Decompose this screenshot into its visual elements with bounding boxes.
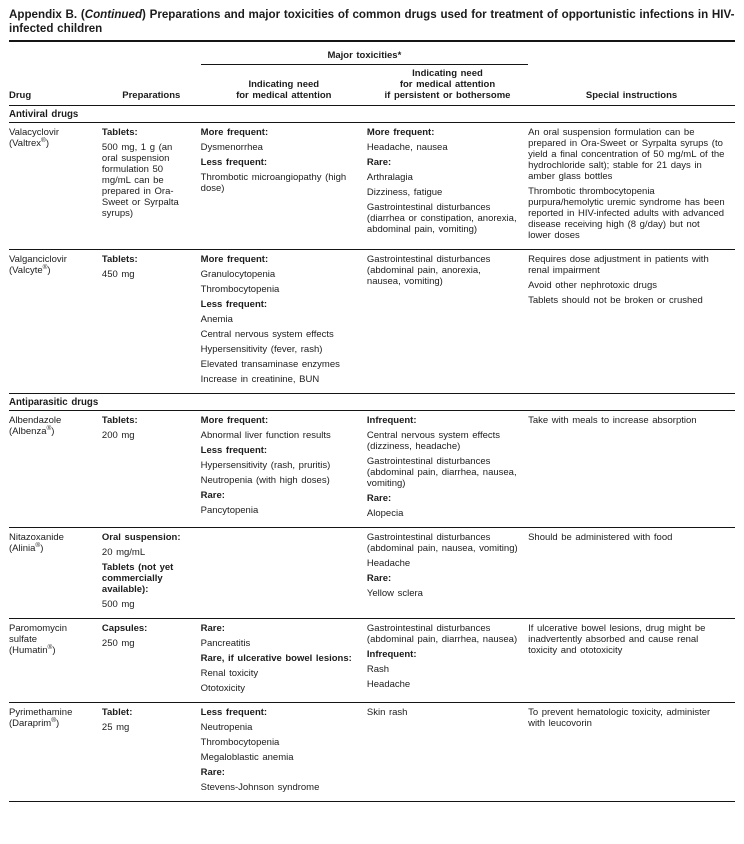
toxicity-item: Skin rash: [366, 707, 408, 718]
drug-name: Nitazoxanide: [9, 532, 64, 543]
toxicity-label: Infrequent:: [366, 649, 417, 660]
toxicity-persistent-cell: [367, 123, 528, 250]
toxicity-item: Hypersensitivity (fever, rash): [200, 344, 323, 355]
page-title: [9, 8, 735, 42]
toxicity-item: Neutropenia (with high doses): [200, 475, 330, 486]
toxicity-label: Less frequent:: [200, 707, 268, 718]
title-continued: Continued: [84, 8, 143, 21]
section-header: Antiviral drugs: [9, 106, 735, 123]
drug-row: [9, 528, 735, 619]
toxicity-label: Less frequent:: [200, 299, 268, 310]
header-line: for medical attention: [399, 79, 496, 90]
drug-cell: [9, 619, 102, 703]
toxicity-attention-cell: [201, 528, 367, 619]
toxicity-label: Infrequent:: [366, 415, 417, 426]
major-toxicities-header-row: [9, 48, 735, 65]
section-header: Antiparasitic drugs: [9, 394, 735, 411]
toxicity-label: Rare, if ulcerative bowel lesions:: [200, 653, 352, 664]
toxicity-item: Headache: [366, 558, 411, 569]
drug-cell: [9, 703, 102, 802]
preparation-label: Oral suspension:: [101, 532, 181, 543]
drug-row: [9, 619, 735, 703]
toxicity-persistent-cell: [367, 619, 528, 703]
toxicity-item: Abnormal liver function results: [200, 430, 331, 441]
toxicity-item: Ototoxicity: [200, 683, 246, 694]
toxicity-item: Elevated transaminase enzymes: [200, 359, 340, 370]
toxicity-item: Megaloblastic anemia: [200, 752, 294, 763]
drug-row: [9, 411, 735, 528]
special-instruction-item: Requires dose adjustment in patients with renal impairment: [528, 254, 709, 276]
drug-name: Pyrimethamine: [9, 707, 73, 718]
special-instruction-item: Tablets should not be broken or crushed: [528, 295, 703, 306]
toxicity-attention-cell: [201, 123, 367, 250]
preparation-item: 20 mg/mL: [101, 547, 146, 558]
toxicity-item: Gastrointestinal disturbances (abdominal pain, diarrhea, nausea, vomiting): [366, 456, 517, 489]
toxicity-item: Dizziness, fatigue: [366, 187, 443, 198]
toxicity-item: Thrombotic microangiopathy (high dose): [200, 172, 347, 194]
toxicity-label: More frequent:: [200, 127, 269, 138]
toxicity-label: Rare:: [200, 490, 225, 501]
toxicity-attention-cell: [201, 703, 367, 802]
toxicity-attention-cell: [201, 619, 367, 703]
toxicity-item: Pancreatitis: [200, 638, 251, 649]
spacer-cell: [528, 48, 735, 65]
toxicity-item: Gastrointestinal disturbances (abdominal pain, diarrhea, nausea): [366, 623, 518, 645]
drug-name: Valacyclovir: [9, 127, 59, 138]
drug-brand: (Humatin®): [9, 643, 56, 656]
preparation-item: 200 mg: [101, 430, 135, 441]
preparation-item: 450 mg: [101, 269, 135, 280]
special-instruction-item: If ulcerative bowel lesions, drug might be inadvertently absorbed and cause renal toxicity and ototoxicity: [528, 623, 706, 656]
special-instructions-cell: [528, 619, 735, 703]
special-instruction-item: Thrombotic thrombocytopenia purpura/hemolytic uremic syndrome has been reported in HIV-infected adults with advanced disease receiving high (8 g/day) but not lower doses: [528, 186, 725, 241]
col-header-drug: Drug: [9, 65, 102, 106]
toxicity-item: Thrombocytopenia: [200, 284, 280, 295]
drug-toxicity-table: [9, 48, 735, 802]
preparation-label: Tablets (not yet commercially available):: [101, 562, 174, 595]
drug-name: Valganciclovir: [9, 254, 67, 265]
toxicity-item: Rash: [366, 664, 390, 675]
special-instruction-item: Take with meals to increase absorption: [528, 415, 697, 426]
toxicity-item: Anemia: [200, 314, 233, 325]
toxicity-attention-cell: [201, 411, 367, 528]
toxicity-item: Increase in creatinine, BUN: [200, 374, 320, 385]
toxicity-item: Neutropenia: [200, 722, 253, 733]
toxicity-item: Granulocytopenia: [200, 269, 276, 280]
drug-brand: (Daraprim®): [9, 716, 60, 729]
toxicity-item: Pancytopenia: [200, 505, 259, 516]
drug-brand: (Albenza®): [9, 424, 55, 437]
toxicity-item: Headache: [366, 679, 411, 690]
toxicity-label: Rare:: [366, 493, 392, 504]
registered-trademark-icon: ®: [42, 263, 48, 271]
toxicity-label: Rare:: [366, 157, 392, 168]
drug-cell: [9, 528, 102, 619]
toxicity-item: Alopecia: [366, 508, 404, 519]
toxicity-item: Stevens-Johnson syndrome: [200, 782, 320, 793]
drug-name: Albendazole: [9, 415, 62, 426]
header-line: if persistent or bothersome: [384, 90, 511, 101]
toxicity-persistent-cell: [367, 703, 528, 802]
preparation-item: 500 mg: [101, 599, 135, 610]
preparation-label: Tablets:: [101, 254, 138, 265]
special-instructions-cell: [528, 411, 735, 528]
col-header-persistent: [367, 65, 528, 106]
registered-trademark-icon: ®: [47, 643, 53, 651]
preparation-item: 250 mg: [101, 638, 135, 649]
header-line: Indicating need: [248, 79, 320, 90]
special-instructions-cell: [528, 123, 735, 250]
drug-brand: (Valtrex®): [9, 136, 49, 149]
column-header-row: [9, 65, 735, 106]
drug-name: Paromomycin sulfate: [9, 623, 68, 645]
toxicity-attention-cell: [201, 250, 367, 394]
spacer-cell: [9, 48, 102, 65]
toxicity-item: Gastrointestinal disturbances (abdominal pain, anorexia, nausea, vomiting): [366, 254, 491, 287]
section-header-row: [9, 106, 735, 123]
special-instruction-item: Avoid other nephrotoxic drugs: [528, 280, 658, 291]
toxicity-item: Renal toxicity: [200, 668, 259, 679]
toxicity-item: Headache, nausea: [366, 142, 448, 153]
special-instruction-item: An oral suspension formulation can be prepared in Ora-Sweet or Syrpalta syrups (to yield a final concentration of 50 mg/mL of the hydrochloride salt); stable for 21 days in amber glass bottles: [528, 127, 725, 182]
toxicity-persistent-cell: [367, 250, 528, 394]
toxicity-label: Less frequent:: [200, 445, 268, 456]
special-instructions-cell: [528, 703, 735, 802]
preparation-item: 500 mg, 1 g (an oral suspension formulation 50 mg/mL can be prepared in Ora-Sweet or Syrpalta syrups): [101, 142, 179, 219]
preparations-cell: [102, 528, 201, 619]
toxicity-item: Gastrointestinal disturbances (abdominal pain, nausea, vomiting): [366, 532, 518, 554]
registered-trademark-icon: ®: [46, 424, 52, 432]
drug-brand: (Valcyte®): [9, 263, 51, 276]
toxicity-item: Central nervous system effects (dizziness, headache): [366, 430, 501, 452]
toxicity-item: Central nervous system effects: [200, 329, 334, 340]
drug-cell: [9, 411, 102, 528]
preparations-cell: [102, 250, 201, 394]
spacer-cell: [102, 48, 201, 65]
header-line: for medical attention: [236, 90, 332, 101]
toxicity-label: More frequent:: [200, 254, 269, 265]
drug-row: [9, 703, 735, 802]
toxicity-label: Less frequent:: [200, 157, 268, 168]
registered-trademark-icon: ®: [51, 716, 57, 724]
col-header-special-instructions: Special instructions: [528, 65, 735, 106]
preparation-label: Capsules:: [101, 623, 148, 634]
toxicity-label: Rare:: [200, 767, 225, 778]
drug-brand: (Alinia®): [9, 541, 44, 554]
col-header-attention: [201, 65, 367, 106]
toxicity-item: Arthralagia: [366, 172, 413, 183]
title-suffix: ) Preparations and major toxicities of common drugs used for treatment of opportunistic infections in HIV-infected children: [9, 8, 735, 35]
drug-row: [9, 123, 735, 250]
toxicity-item: Yellow sclera: [366, 588, 423, 599]
special-instructions-cell: [528, 528, 735, 619]
special-instruction-item: To prevent hematologic toxicity, administer with leucovorin: [528, 707, 711, 729]
special-instructions-cell: [528, 250, 735, 394]
drug-row: [9, 250, 735, 394]
registered-trademark-icon: ®: [41, 136, 46, 144]
preparation-label: Tablets:: [101, 415, 138, 426]
registered-trademark-icon: ®: [35, 541, 41, 549]
drug-cell: [9, 123, 102, 250]
preparations-cell: [102, 123, 201, 250]
toxicity-persistent-cell: [367, 528, 528, 619]
toxicity-label: Rare:: [200, 623, 225, 634]
toxicity-label: Rare:: [366, 573, 392, 584]
preparations-cell: [102, 703, 201, 802]
preparation-item: 25 mg: [101, 722, 130, 733]
table-body: [9, 106, 735, 802]
preparation-label: Tablets:: [101, 127, 138, 138]
header-line: Indicating need: [412, 68, 483, 79]
toxicity-persistent-cell: [367, 411, 528, 528]
title-prefix: Appendix B. (: [9, 8, 85, 21]
toxicity-item: Hypersensitivity (rash, pruritis): [200, 460, 331, 471]
major-toxicities-header: Major toxicities*: [201, 48, 528, 65]
toxicity-label: More frequent:: [200, 415, 269, 426]
special-instruction-item: Should be administered with food: [528, 532, 673, 543]
toxicity-item: Thrombocytopenia: [200, 737, 280, 748]
preparations-cell: [102, 411, 201, 528]
toxicity-item: Dysmenorrhea: [200, 142, 263, 153]
preparation-label: Tablet:: [101, 707, 133, 718]
toxicity-item: Gastrointestinal disturbances (diarrhea or constipation, anorexia, abdominal pain, vomiting): [366, 202, 517, 235]
col-header-preparations: Preparations: [102, 65, 201, 106]
preparations-cell: [102, 619, 201, 703]
drug-cell: [9, 250, 102, 394]
section-header-row: [9, 394, 735, 411]
toxicity-label: More frequent:: [366, 127, 435, 138]
